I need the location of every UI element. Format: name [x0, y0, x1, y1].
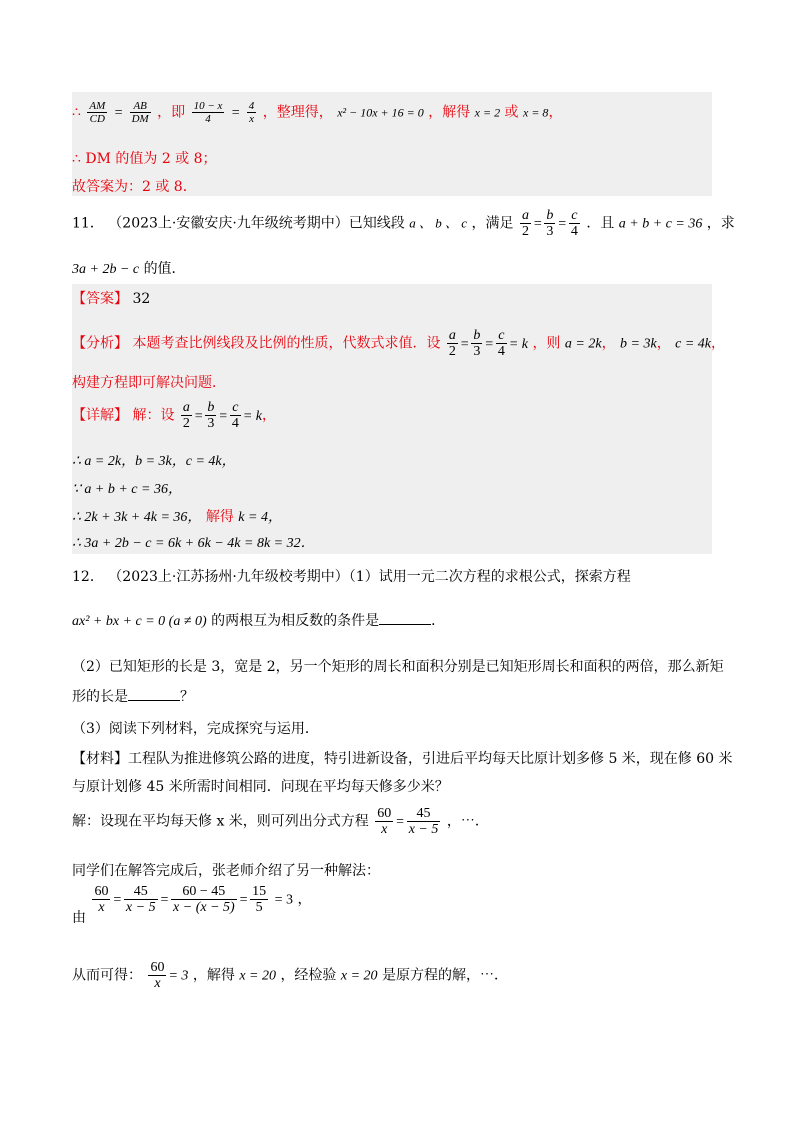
fraction-45-x-5: $\frac{45}{x - 5}$ [408, 806, 439, 837]
fraction-c-4-analysis: $\frac{c}{4}$ [497, 328, 505, 359]
detail-step-3-solve: 解得 [205, 509, 234, 525]
q11-and: ．且 [586, 215, 615, 232]
analysis-b: b = 3k [620, 336, 657, 352]
thus-x-2: x = 20 [340, 968, 378, 984]
analysis-c: c = 4k [675, 336, 712, 352]
q11-ask: ，求 [706, 215, 735, 232]
fraction-15-5: $\frac{15}{5}$ [252, 884, 267, 915]
q11-vars: a 、 b 、 c [409, 215, 468, 231]
fraction-b-3: $\frac{b}{3}$ [546, 208, 554, 239]
thus-text-b: ，解得 [192, 967, 235, 984]
fraction-diff: $\frac{60 - 45}{x - (x - 5)}$ [173, 884, 235, 915]
q12-part-2c: ？ [180, 689, 194, 705]
q12-line-2: ax² + bx + c = 0 (a ≠ 0) 的两根互为相反数的条件是 ． [72, 613, 446, 629]
alt-eq-tail: = 3 [274, 892, 293, 908]
fraction-45-x-5-alt: $\frac{45}{x - 5}$ [125, 884, 156, 915]
detail-step-3 [72, 506, 282, 526]
q11-sum: a + b + c = 36 [618, 216, 703, 232]
answer-label: 【答案】 [72, 291, 128, 307]
prev-solution-block [72, 92, 712, 196]
prev-line-2: ∴ DM 的值为 2 或 8； [72, 151, 217, 167]
q12-cond-text: 的两根互为相反数的条件是 [211, 613, 380, 629]
q12-part-2a: （2）已知矩形的长是 3，宽是 2，另一个矩形的周长和面积分别是已知矩形周长和面积的两倍，那么新矩 [72, 659, 724, 675]
solution-text-a: 解：设现在平均每天修 x 米，则可列出分式方程 [72, 813, 369, 830]
analysis-line-1: 【分析】 本题考查比例线段及比例的性质，代数式求值．设 $\frac{a}{2}$ = $\frac{b}{3}$ = $\frac{c}{4}$ = k ，则 a = 2k， b = 3k， c = 4k， [72, 328, 726, 359]
answer-blank-2[interactable] [128, 688, 180, 701]
detail-step-1: ∴ a = 2k，b = 3k，c = 4k， [72, 454, 236, 469]
q11-number: 11． [72, 215, 104, 232]
analysis-then: ，则 [532, 335, 561, 352]
or-word: 或 [504, 104, 519, 121]
q11-source: （2023上·安徽安庆·九年级统考期中）已知线段 [108, 215, 405, 232]
q11-line-1: 11． （2023上·安徽安庆·九年级统考期中）已知线段 a 、 b 、 c ，满足 $\frac{a}{2}$ = $\frac{b}{3}$ = $\frac{c}{4}$ ．且 a + b + c = 36 ，求 [72, 208, 735, 239]
analysis-text: 本题考查比例线段及比例的性质，代数式求值．设 [132, 335, 441, 352]
quadratic-equation: x² − 10x + 16 = 0 [337, 105, 424, 120]
teacher-line: 同学们在解答完成后，张老师介绍了另一种解法： [72, 863, 380, 879]
fraction-a-2-detail: $\frac{a}{2}$ [182, 400, 190, 431]
answer-line [72, 288, 150, 308]
material-line-1: 【材料】工程队为推进修筑公路的进度，特引进新设备，引进后平均每天比原计划多修 5 米，现在修 60 米 [72, 751, 733, 767]
fraction-60-x-alt: $\frac{60}{x}$ [94, 884, 109, 915]
thus-text-c: ，经检验 [280, 967, 337, 984]
detail-step-3-eq: ∴ 2k + 3k + 4k = 36， [72, 510, 202, 525]
therefore-symbol: ∴ [72, 104, 86, 121]
material-line-2: 与原计划修 45 米所需时间相同．问现在平均每天修多少米？ [72, 779, 449, 795]
q11-cond: ，满足 [471, 215, 514, 232]
fraction-60-x: $\frac{60}{x}$ [377, 806, 392, 837]
q12-source: （2023上·江苏扬州·九年级校考期中）（1）试用一元二次方程的求根公式，探索方程 [108, 569, 631, 585]
fraction-60-x-final: $\frac{60}{x}$ [150, 960, 165, 991]
answer-value: 32 [132, 291, 151, 307]
thus-text-a: 从而可得： [72, 967, 142, 984]
solution-line: 解：设现在平均每天修 x 米，则可列出分式方程 $\frac{60}{x}$ = $\frac{45}{x - 5}$ ，⋯． [72, 806, 489, 837]
detail-label: 【详解】 [72, 407, 128, 424]
fraction-a-2: $\frac{a}{2}$ [521, 208, 529, 239]
q12-number: 12． [72, 569, 104, 585]
prev-text-2: ，整理得， [262, 104, 333, 121]
detail-step-3-k: k = 4， [238, 510, 282, 525]
thus-text-d: 是原方程的解，⋯． [382, 967, 509, 984]
thus-x-1: x = 20 [239, 968, 276, 984]
root-1: x = 2 [474, 105, 501, 120]
prev-text-1: ，即 [157, 104, 186, 121]
q12-part-2b [72, 686, 194, 706]
fraction-ab-dm: $\frac{AB}{DM}$ [131, 100, 149, 125]
answer-blank-1[interactable] [379, 612, 431, 625]
fraction-10x-4: $\frac{10 - x}{4}$ [193, 100, 223, 125]
analysis-line-2: 构建方程即可解决问题． [72, 375, 226, 391]
question-12 [72, 562, 733, 1002]
q12-line-1 [72, 566, 631, 586]
fraction-am-cd: $\frac{AM}{CD}$ [89, 100, 106, 125]
fraction-c-4: $\frac{c}{4}$ [570, 208, 578, 239]
prev-line-3: 故答案为：2 或 8． [72, 179, 197, 195]
detail-step-2: ∵ a + b + c = 36， [72, 482, 182, 497]
alt-comma: ， [297, 891, 312, 908]
analysis-a: a = 2k [564, 336, 602, 352]
by-word: 由 [72, 909, 86, 926]
detail-text: 解：设 [132, 407, 175, 424]
q12-equation: ax² + bx + c = 0 (a ≠ 0) [72, 614, 207, 629]
root-2: x = 8 [523, 105, 549, 120]
solution-text-b: ，⋯． [446, 813, 489, 830]
detail-line-1: 【详解】 解：设 $\frac{a}{2}$ = $\frac{b}{3}$ = $\frac{c}{4}$ = k， [72, 400, 276, 431]
fraction-a-2-analysis: $\frac{a}{2}$ [448, 328, 456, 359]
q12-part-3: （3）阅读下列材料，完成探究与运用． [72, 721, 319, 737]
q11-expr: 3a + 2b − c [72, 262, 140, 277]
conclusion-line: 从而可得： $\frac{60}{x}$ = 3 ，解得 x = 20 ，经检验 x = 20 是原方程的解，⋯． [72, 960, 509, 991]
fraction-c-4-detail: $\frac{c}{4}$ [231, 400, 239, 431]
alt-method-line: 由 $\frac{60}{x}$ = $\frac{45}{x - 5}$ = $\frac{60 - 45}{x - (x - 5)}$ = $\frac{15}{5}$ = 3 ， [72, 884, 312, 926]
q12-part-2b-text: 形的长是 [72, 689, 128, 705]
q11-tail: 的值． [143, 261, 186, 277]
fraction-b-3-analysis: $\frac{b}{3}$ [473, 328, 481, 359]
fraction-4-x: $\frac{4}{x}$ [248, 100, 255, 125]
question-11 [72, 204, 735, 277]
fraction-b-3-detail: $\frac{b}{3}$ [207, 400, 215, 431]
analysis-label: 【分析】 [72, 335, 128, 352]
q11-line-2 [72, 258, 186, 278]
q11-solution-block [72, 284, 726, 554]
prev-text-3: ，解得 [428, 104, 471, 121]
prev-line-1: ∴ $\frac{AM}{CD}$ = $\frac{AB}{DM}$ ，即 $\frac{10 - x}{4}$ = $\frac{4}{x}$ ，整理得， x² − 10x + 16 = 0 ，解得 x = 2 或 x = 8， [72, 100, 563, 125]
detail-step-4: ∴ 3a + 2b − c = 6k + 6k − 4k = 8k = 32． [72, 536, 315, 551]
